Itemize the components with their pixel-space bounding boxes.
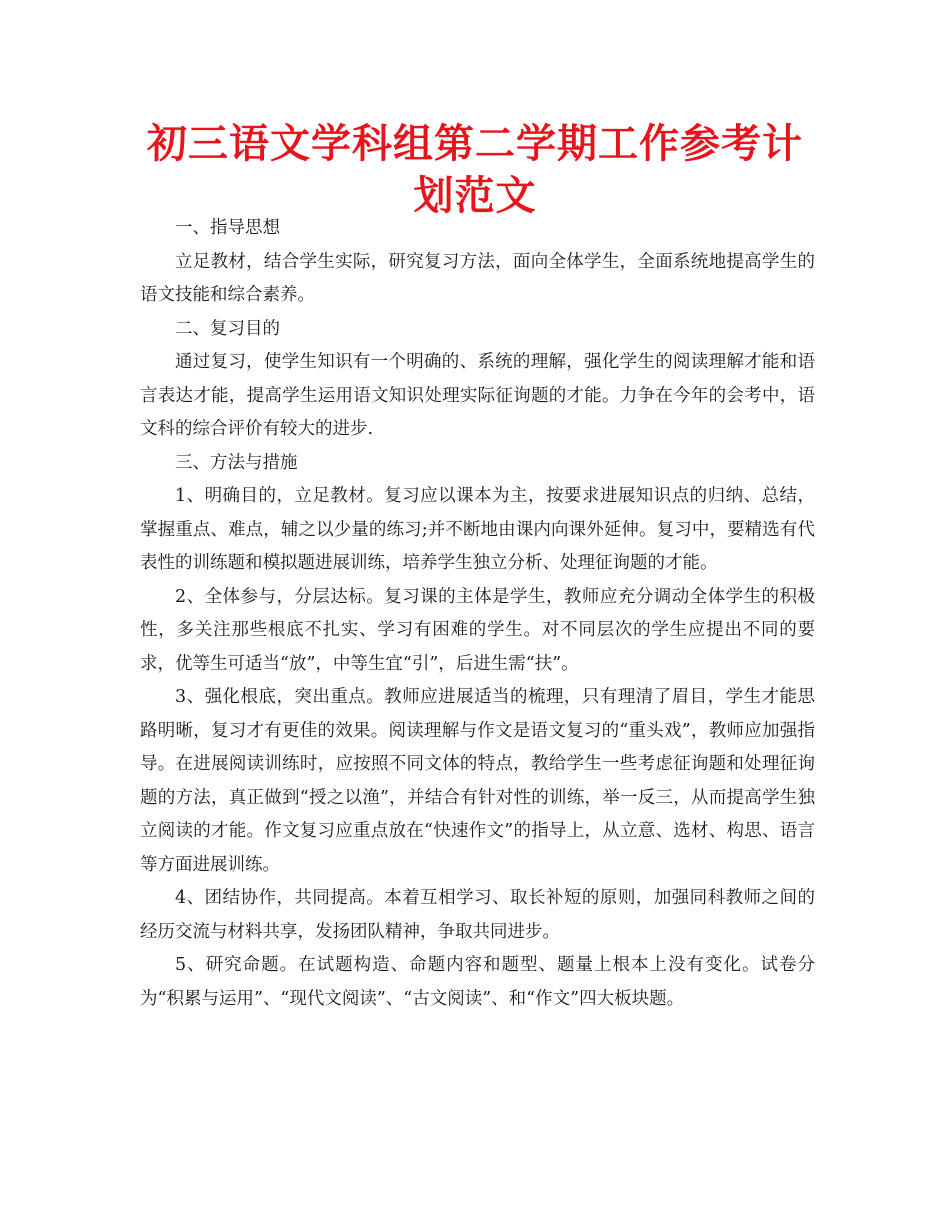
section-heading-methods: 三、方法与措施: [175, 452, 298, 473]
paragraph-review-goals: 通过复习，使学生知识有一个明确的、系统的理解，强化学生的阅读理解才能和语言表达才能，提高学生运用语文知识处理实际征询题的才能。力争在今年的会考中，语文科的综合评价有较大的进步.: [140, 352, 815, 439]
document-title: 初三语文学科组第二学期工作参考计划范文: [147, 121, 803, 219]
paragraph-guiding-ideology: 立足教材，结合学生实际，研究复习方法，面向全体学生，全面系统地提高学生的语文技能和综合素养。: [140, 251, 815, 305]
document-body: [140, 212, 815, 1016]
section-heading-guiding-ideology: 一、指导思想: [175, 218, 280, 238]
paragraph-method-4: 4、团结协作，共同提高。本着互相学习、取长补短的原则，加强同科教师之间的经历交流与材料共享，发扬团队精神，争取共同进步。: [140, 888, 815, 942]
section-heading-review-goals: 二、复习目的: [175, 318, 280, 339]
paragraph-method-2: 2、全体参与，分层达标。复习课的主体是学生，教师应充分调动全体学生的积极性，多关注那些根底不扎实、学习有困难的学生。对不同层次的学生应提出不同的要求，优等生可适当“放”，中等生宜“引”，后进生需“扶”。: [140, 586, 815, 674]
paragraph-method-3: 3、强化根底，突出重点。教师应进展适当的梳理，只有理清了眉目，学生才能思路明晰，复习才有更佳的效果。阅读理解与作文是语文复习的“重头戏”，教师应加强指导。在进展阅读训练时，应按照不同文体的特点，教给学生一些考虑征询题和处理征询题的方法，真正做到“授之以渔”，并结合有针对性的训练，举一反三，从而提高学生独立阅读的才能。作文复习应重点放在“快速作文”的指导上，从立意、选材、构思、语言等方面进展训练。: [140, 687, 815, 875]
paragraph-method-1: 1、明确目的，立足教材。复习应以课本为主，按要求进展知识点的归纳、总结，掌握重点、难点，辅之以少量的练习;并不断地由课内向课外延伸。复习中，要精选有代表性的训练题和模拟题进展训练，培养学生独立分析、处理征询题的才能。: [140, 486, 815, 573]
paragraph-method-5: 5、研究命题。在试题构造、命题内容和题型、题量上根本上没有变化。试卷分为“积累与运用”、“现代文阅读”、“古文阅读”、和“作文”四大板块题。: [140, 955, 815, 1009]
